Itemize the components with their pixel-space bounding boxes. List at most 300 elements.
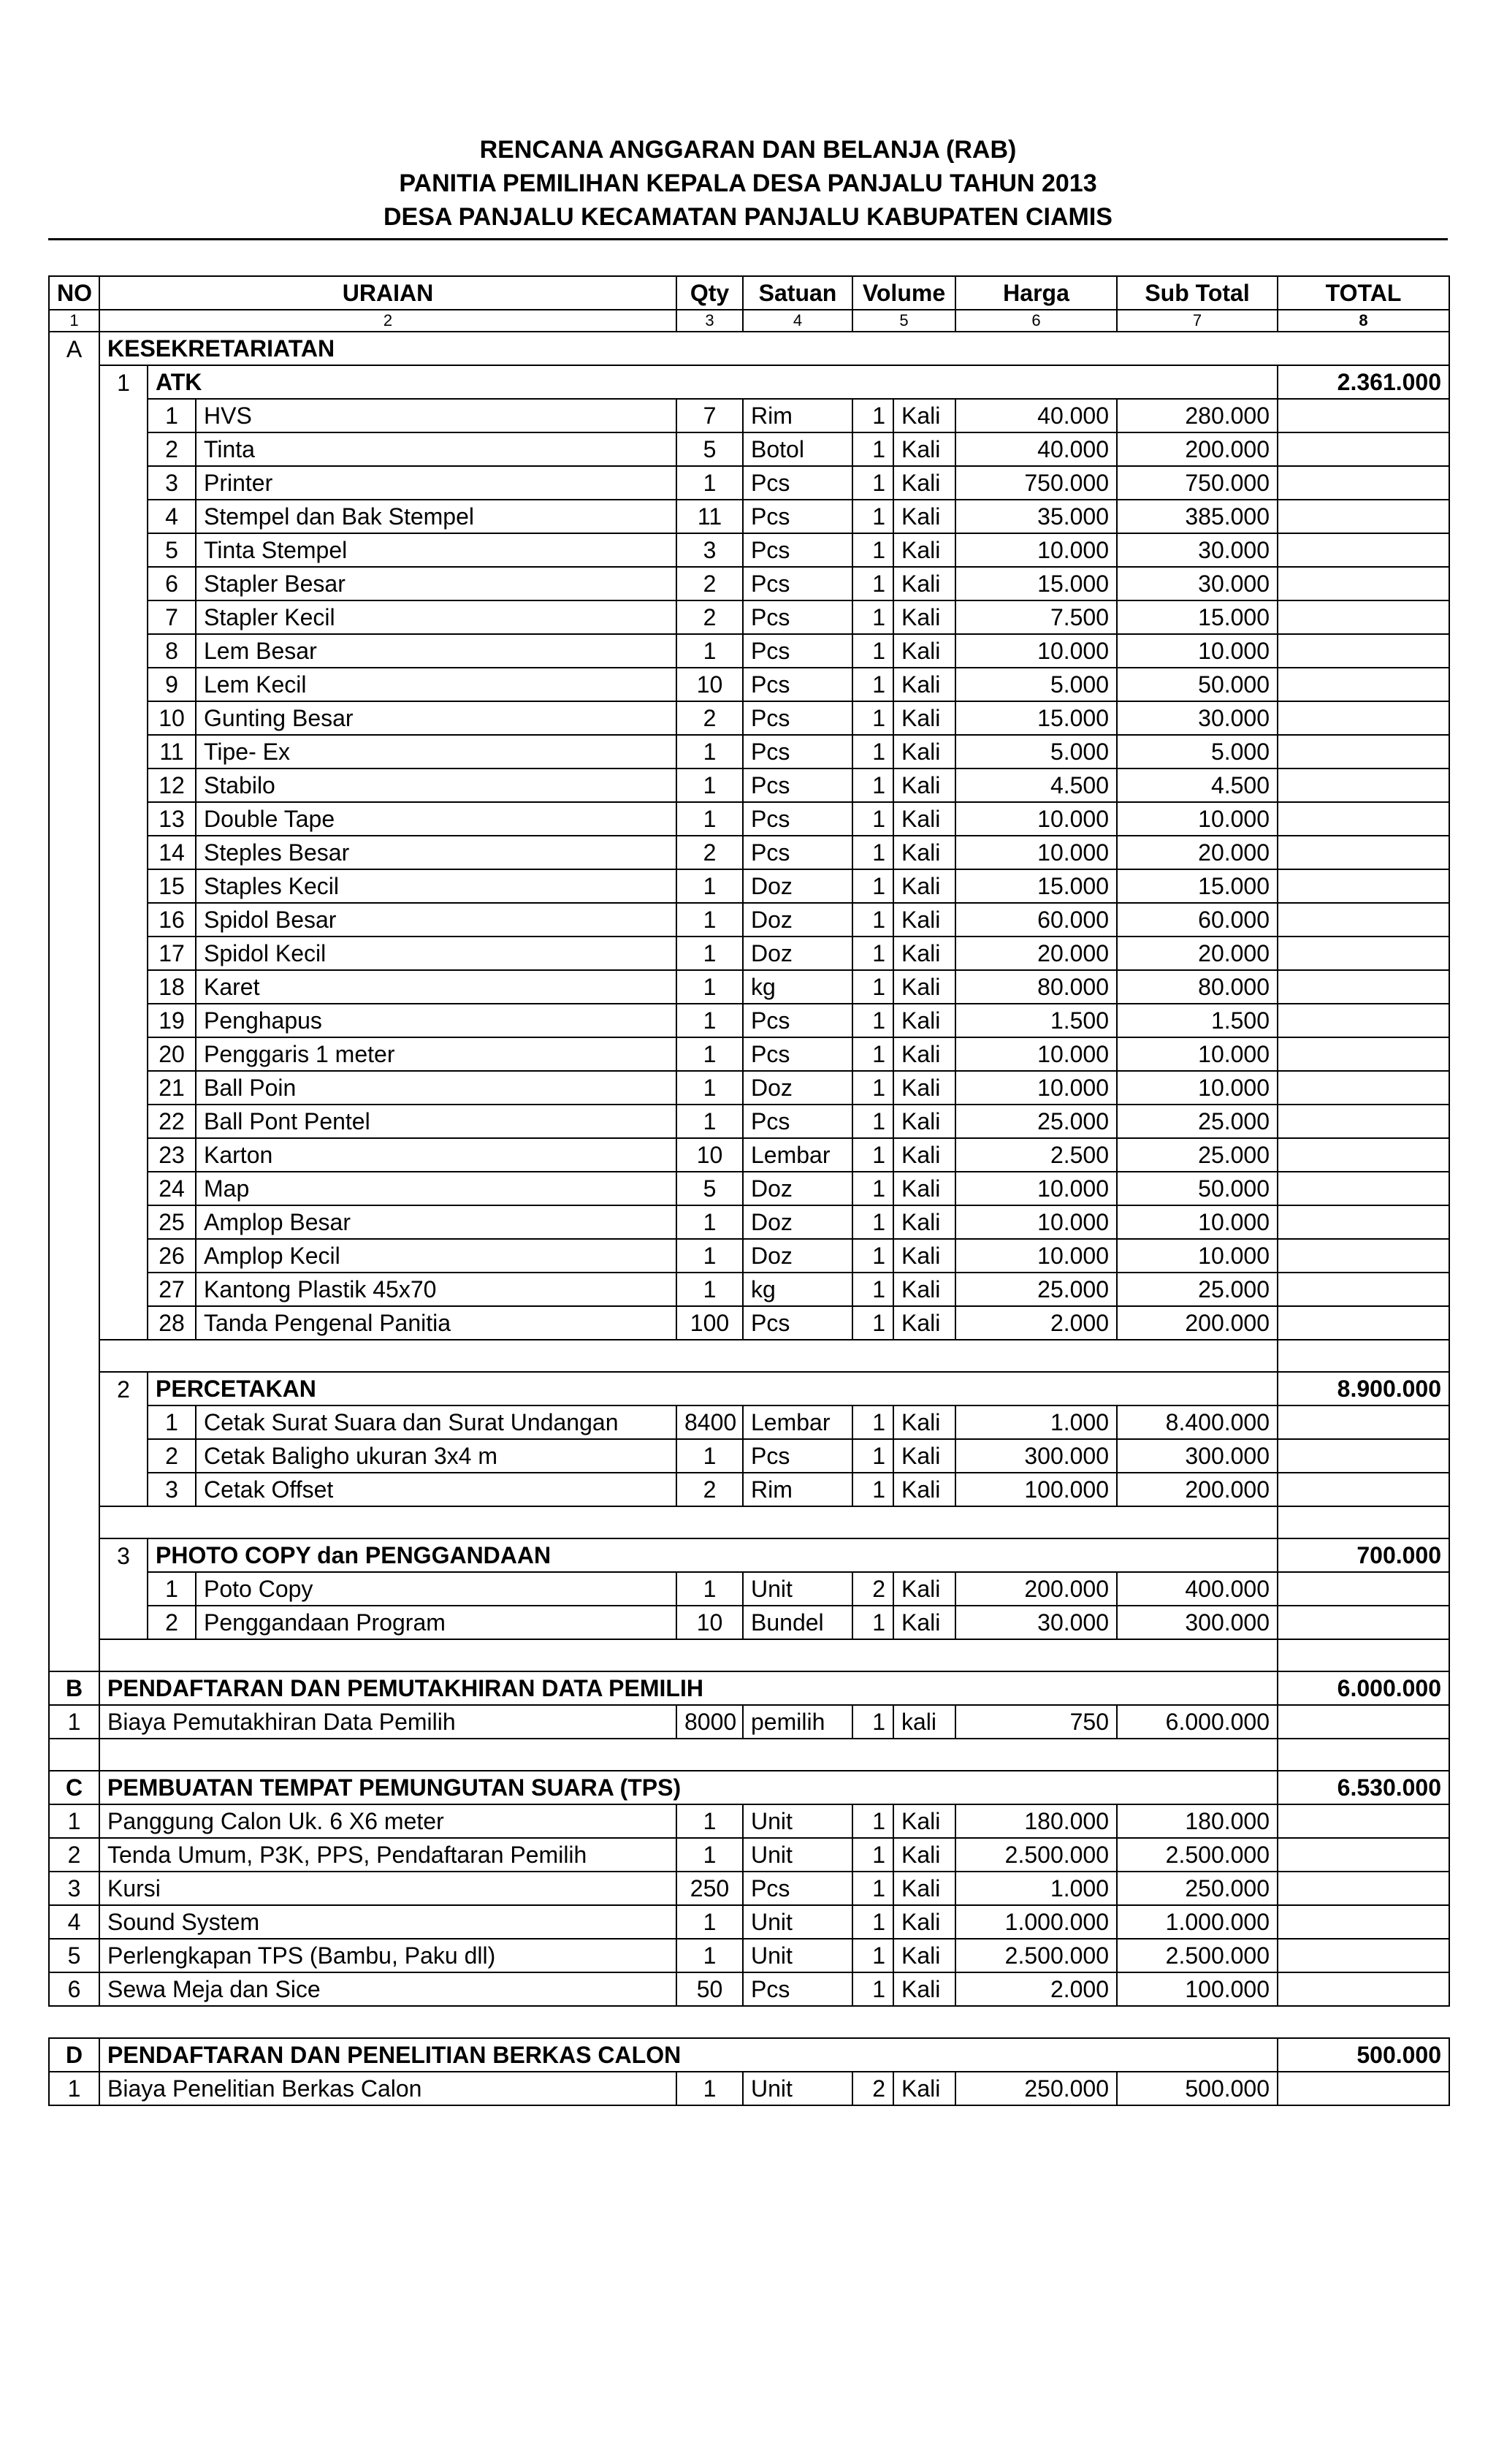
table-row — [49, 1037, 1449, 1071]
table-row — [49, 1105, 1449, 1138]
item-total — [1278, 1872, 1449, 1905]
item-subtotal: 10.000 — [1117, 1205, 1278, 1239]
item-unit: Rim — [743, 1473, 852, 1506]
item-volume: 1 — [852, 701, 893, 735]
item-number: 25 — [148, 1205, 196, 1239]
group-spacer — [99, 567, 148, 600]
item-price: 750.000 — [955, 466, 1117, 500]
item-price: 1.000.000 — [955, 1905, 1117, 1939]
item-total — [1278, 1273, 1449, 1306]
group-spacer — [99, 1071, 148, 1105]
item-qty: 1 — [676, 1939, 743, 1972]
item-volume-unit: Kali — [893, 1205, 955, 1239]
item-name: Perlengkapan TPS (Bambu, Paku dll) — [99, 1939, 676, 1972]
item-qty: 1 — [676, 735, 743, 768]
item-number: 19 — [148, 1004, 196, 1037]
section-code: C — [49, 1771, 99, 1804]
item-number: 15 — [148, 869, 196, 903]
table-row — [49, 1572, 1449, 1606]
item-price: 2.500.000 — [955, 1838, 1117, 1872]
item-subtotal: 200.000 — [1117, 1306, 1278, 1340]
item-subtotal: 60.000 — [1117, 903, 1278, 937]
item-subtotal: 10.000 — [1117, 634, 1278, 668]
item-qty: 1 — [676, 1004, 743, 1037]
section-spacer — [49, 1372, 99, 1405]
header-rule — [48, 238, 1448, 240]
section-spacer — [49, 567, 99, 600]
col-number: 8 — [1278, 310, 1449, 332]
item-total — [1278, 836, 1449, 869]
title-line-3: DESA PANJALU KECAMATAN PANJALU KABUPATEN CIAMIS — [383, 203, 1113, 231]
item-unit: Doz — [743, 903, 852, 937]
item-volume: 1 — [852, 1606, 893, 1639]
item-price: 30.000 — [955, 1606, 1117, 1639]
item-qty: 1 — [676, 768, 743, 802]
item-number: 3 — [49, 1872, 99, 1905]
col-header-subtotal: Sub Total — [1117, 276, 1278, 310]
col-number: 5 — [852, 310, 955, 332]
empty-cell — [1278, 1506, 1449, 1538]
section-spacer — [49, 1506, 99, 1538]
item-volume-unit: Kali — [893, 1239, 955, 1273]
col-header-uraian: URAIAN — [99, 276, 676, 310]
item-volume-unit: Kali — [893, 836, 955, 869]
empty-cell — [99, 1506, 1278, 1538]
section-spacer — [49, 500, 99, 533]
group-row — [49, 1372, 1449, 1405]
item-name: Sewa Meja dan Sice — [99, 1972, 676, 2006]
section-spacer — [49, 1037, 99, 1071]
item-number: 24 — [148, 1172, 196, 1205]
group-spacer — [99, 634, 148, 668]
item-name: Biaya Pemutakhiran Data Pemilih — [99, 1705, 676, 1739]
section-spacer — [49, 634, 99, 668]
item-unit: Unit — [743, 1939, 852, 1972]
item-qty: 1 — [676, 869, 743, 903]
item-qty: 1 — [676, 903, 743, 937]
item-unit: Unit — [743, 2072, 852, 2105]
item-unit: kg — [743, 970, 852, 1004]
item-volume: 1 — [852, 634, 893, 668]
item-price: 180.000 — [955, 1804, 1117, 1838]
item-qty: 1 — [676, 1239, 743, 1273]
item-name: Biaya Penelitian Berkas Calon — [99, 2072, 676, 2105]
item-number: 4 — [49, 1905, 99, 1939]
item-subtotal: 25.000 — [1117, 1105, 1278, 1138]
item-qty: 10 — [676, 1138, 743, 1172]
item-volume-unit: Kali — [893, 1838, 955, 1872]
table-row — [49, 1405, 1449, 1439]
item-name: Kantong Plastik 45x70 — [196, 1273, 676, 1306]
group-total: 2.361.000 — [1278, 365, 1449, 399]
item-qty: 2 — [676, 1473, 743, 1506]
section-spacer — [49, 466, 99, 500]
group-spacer — [99, 432, 148, 466]
item-unit: Pcs — [743, 634, 852, 668]
group-spacer — [99, 1306, 148, 1340]
item-volume: 2 — [852, 1572, 893, 1606]
item-subtotal: 180.000 — [1117, 1804, 1278, 1838]
section-spacer — [49, 1205, 99, 1239]
section-spacer — [49, 1172, 99, 1205]
section-row — [49, 1671, 1449, 1705]
item-total — [1278, 1004, 1449, 1037]
item-name: Tipe- Ex — [196, 735, 676, 768]
group-spacer — [99, 399, 148, 432]
item-qty: 2 — [676, 600, 743, 634]
item-volume: 1 — [852, 1439, 893, 1473]
item-name: Double Tape — [196, 802, 676, 836]
table-row — [49, 399, 1449, 432]
item-total — [1278, 1905, 1449, 1939]
group-spacer — [99, 1037, 148, 1071]
item-qty: 1 — [676, 1071, 743, 1105]
item-subtotal: 15.000 — [1117, 869, 1278, 903]
item-volume: 1 — [852, 1138, 893, 1172]
item-number: 8 — [148, 634, 196, 668]
item-qty: 8000 — [676, 1705, 743, 1739]
item-name: Stabilo — [196, 768, 676, 802]
item-volume-unit: Kali — [893, 567, 955, 600]
item-qty: 1 — [676, 634, 743, 668]
item-name: Tanda Pengenal Panitia — [196, 1306, 676, 1340]
table-row — [49, 1473, 1449, 1506]
item-name: Stapler Kecil — [196, 600, 676, 634]
section-spacer — [49, 701, 99, 735]
item-total — [1278, 1172, 1449, 1205]
item-volume: 1 — [852, 1838, 893, 1872]
item-name: Tenda Umum, P3K, PPS, Pendaftaran Pemilih — [99, 1838, 676, 1872]
item-name: Karton — [196, 1138, 676, 1172]
item-volume-unit: Kali — [893, 701, 955, 735]
item-price: 80.000 — [955, 970, 1117, 1004]
item-volume: 1 — [852, 1306, 893, 1340]
section-spacer — [49, 668, 99, 701]
item-name: Cetak Offset — [196, 1473, 676, 1506]
item-name: Lem Besar — [196, 634, 676, 668]
section-spacer — [49, 600, 99, 634]
section-spacer — [49, 365, 99, 399]
item-name: Amplop Kecil — [196, 1239, 676, 1273]
item-unit: Unit — [743, 1804, 852, 1838]
group-spacer — [99, 970, 148, 1004]
item-number: 10 — [148, 701, 196, 735]
table-row — [49, 735, 1449, 768]
item-total — [1278, 634, 1449, 668]
group-spacer — [99, 1138, 148, 1172]
item-unit: Pcs — [743, 466, 852, 500]
item-subtotal: 10.000 — [1117, 1037, 1278, 1071]
item-volume-unit: Kali — [893, 1439, 955, 1473]
group-spacer — [99, 1172, 148, 1205]
item-number: 1 — [148, 1572, 196, 1606]
item-subtotal: 300.000 — [1117, 1606, 1278, 1639]
item-qty: 10 — [676, 668, 743, 701]
item-name: Karet — [196, 970, 676, 1004]
item-volume: 1 — [852, 1872, 893, 1905]
item-total — [1278, 735, 1449, 768]
item-volume-unit: Kali — [893, 1172, 955, 1205]
item-qty: 1 — [676, 802, 743, 836]
group-spacer — [99, 1572, 148, 1606]
item-name: Tinta Stempel — [196, 533, 676, 567]
item-unit: Botol — [743, 432, 852, 466]
item-unit: Doz — [743, 1205, 852, 1239]
col-number: 7 — [1117, 310, 1278, 332]
item-volume: 1 — [852, 1239, 893, 1273]
item-volume-unit: Kali — [893, 1004, 955, 1037]
spacer-row — [49, 1739, 1449, 1771]
section-spacer — [49, 970, 99, 1004]
item-name: Stempel dan Bak Stempel — [196, 500, 676, 533]
item-unit: Pcs — [743, 768, 852, 802]
item-qty: 1 — [676, 1105, 743, 1138]
item-number: 23 — [148, 1138, 196, 1172]
item-name: Stapler Besar — [196, 567, 676, 600]
table-row — [49, 1071, 1449, 1105]
item-number: 18 — [148, 970, 196, 1004]
item-subtotal: 15.000 — [1117, 600, 1278, 634]
item-name: Penggandaan Program — [196, 1606, 676, 1639]
item-number: 3 — [148, 466, 196, 500]
gap-row — [49, 2006, 1449, 2038]
item-subtotal: 750.000 — [1117, 466, 1278, 500]
item-qty: 100 — [676, 1306, 743, 1340]
item-volume: 1 — [852, 1205, 893, 1239]
item-price: 1.000 — [955, 1872, 1117, 1905]
item-total — [1278, 1606, 1449, 1639]
item-name: Steples Besar — [196, 836, 676, 869]
item-total — [1278, 668, 1449, 701]
item-price: 5.000 — [955, 735, 1117, 768]
table-row — [49, 836, 1449, 869]
item-volume-unit: Kali — [893, 1306, 955, 1340]
table-row — [49, 937, 1449, 970]
item-subtotal: 1.500 — [1117, 1004, 1278, 1037]
item-volume-unit: Kali — [893, 768, 955, 802]
item-volume: 1 — [852, 1273, 893, 1306]
item-price: 35.000 — [955, 500, 1117, 533]
section-row — [49, 1771, 1449, 1804]
item-name: Amplop Besar — [196, 1205, 676, 1239]
item-volume-unit: Kali — [893, 668, 955, 701]
item-unit: Pcs — [743, 1105, 852, 1138]
item-volume: 1 — [852, 869, 893, 903]
section-spacer — [49, 1306, 99, 1340]
table-row — [49, 500, 1449, 533]
item-price: 40.000 — [955, 432, 1117, 466]
group-spacer — [99, 1405, 148, 1439]
item-subtotal: 2.500.000 — [1117, 1838, 1278, 1872]
empty-cell — [99, 1639, 1278, 1671]
item-volume: 1 — [852, 1172, 893, 1205]
item-unit: Pcs — [743, 600, 852, 634]
item-subtotal: 30.000 — [1117, 567, 1278, 600]
item-subtotal: 200.000 — [1117, 1473, 1278, 1506]
item-number: 22 — [148, 1105, 196, 1138]
section-total: 6.530.000 — [1278, 1771, 1449, 1804]
item-unit: Lembar — [743, 1138, 852, 1172]
item-unit: Doz — [743, 869, 852, 903]
item-subtotal: 500.000 — [1117, 2072, 1278, 2105]
item-unit: Unit — [743, 1572, 852, 1606]
item-price: 2.500.000 — [955, 1939, 1117, 1972]
item-price: 10.000 — [955, 1239, 1117, 1273]
item-volume-unit: Kali — [893, 600, 955, 634]
table-row — [49, 1172, 1449, 1205]
item-number: 1 — [148, 1405, 196, 1439]
col-number: 1 — [49, 310, 99, 332]
table-row — [49, 1004, 1449, 1037]
col-number: 6 — [955, 310, 1117, 332]
item-price: 15.000 — [955, 567, 1117, 600]
item-volume-unit: Kali — [893, 533, 955, 567]
table-row — [49, 2072, 1449, 2105]
item-name: Tinta — [196, 432, 676, 466]
item-number: 26 — [148, 1239, 196, 1273]
item-volume: 1 — [852, 399, 893, 432]
group-spacer — [99, 1004, 148, 1037]
group-number: 1 — [99, 365, 148, 399]
item-subtotal: 30.000 — [1117, 701, 1278, 735]
section-title: PENDAFTARAN DAN PEMUTAKHIRAN DATA PEMILIH — [99, 1671, 1278, 1705]
table-body — [49, 332, 1449, 2105]
item-total — [1278, 802, 1449, 836]
item-volume-unit: Kali — [893, 1606, 955, 1639]
section-spacer — [49, 836, 99, 869]
item-subtotal: 50.000 — [1117, 668, 1278, 701]
item-name: Penggaris 1 meter — [196, 1037, 676, 1071]
item-price: 2.500 — [955, 1138, 1117, 1172]
section-spacer — [49, 735, 99, 768]
group-spacer — [99, 802, 148, 836]
item-qty: 1 — [676, 1439, 743, 1473]
item-volume-unit: Kali — [893, 970, 955, 1004]
group-spacer — [99, 937, 148, 970]
item-qty: 7 — [676, 399, 743, 432]
item-unit: Unit — [743, 1838, 852, 1872]
item-volume-unit: Kali — [893, 1872, 955, 1905]
table-row — [49, 768, 1449, 802]
item-total — [1278, 1037, 1449, 1071]
group-spacer — [99, 668, 148, 701]
table-row — [49, 1606, 1449, 1639]
item-name: Lem Kecil — [196, 668, 676, 701]
item-volume: 1 — [852, 1939, 893, 1972]
section-title: PENDAFTARAN DAN PENELITIAN BERKAS CALON — [99, 2038, 1278, 2072]
col-header-total: TOTAL — [1278, 276, 1449, 310]
section-spacer — [49, 1340, 99, 1372]
item-qty: 250 — [676, 1872, 743, 1905]
item-total — [1278, 768, 1449, 802]
empty-cell — [49, 1739, 99, 1771]
item-total — [1278, 567, 1449, 600]
empty-cell — [99, 1340, 1278, 1372]
item-price: 2.000 — [955, 1972, 1117, 2006]
item-volume-unit: Kali — [893, 869, 955, 903]
table-row — [49, 1205, 1449, 1239]
item-name: Cetak Surat Suara dan Surat Undangan — [196, 1405, 676, 1439]
item-number: 9 — [148, 668, 196, 701]
item-unit: Pcs — [743, 668, 852, 701]
item-number: 13 — [148, 802, 196, 836]
item-volume-unit: Kali — [893, 2072, 955, 2105]
item-subtotal: 80.000 — [1117, 970, 1278, 1004]
item-volume: 1 — [852, 1105, 893, 1138]
section-total: 6.000.000 — [1278, 1671, 1449, 1705]
group-spacer — [99, 1606, 148, 1639]
item-qty: 5 — [676, 432, 743, 466]
item-name: Panggung Calon Uk. 6 X6 meter — [99, 1804, 676, 1838]
item-price: 10.000 — [955, 1037, 1117, 1071]
section-spacer — [49, 1572, 99, 1606]
item-subtotal: 2.500.000 — [1117, 1939, 1278, 1972]
item-number: 2 — [148, 432, 196, 466]
item-total — [1278, 533, 1449, 567]
table-row — [49, 802, 1449, 836]
group-spacer — [99, 869, 148, 903]
item-total — [1278, 1205, 1449, 1239]
item-qty: 1 — [676, 970, 743, 1004]
section-spacer — [49, 1439, 99, 1473]
item-qty: 1 — [676, 2072, 743, 2105]
item-volume: 1 — [852, 668, 893, 701]
item-volume-unit: kali — [893, 1705, 955, 1739]
item-subtotal: 10.000 — [1117, 1071, 1278, 1105]
table-row — [49, 903, 1449, 937]
item-total — [1278, 903, 1449, 937]
group-spacer — [99, 466, 148, 500]
item-volume: 1 — [852, 500, 893, 533]
group-spacer — [99, 735, 148, 768]
item-qty: 8400 — [676, 1405, 743, 1439]
item-total — [1278, 937, 1449, 970]
item-subtotal: 100.000 — [1117, 1972, 1278, 2006]
item-total — [1278, 466, 1449, 500]
item-total — [1278, 432, 1449, 466]
section-code: A — [49, 332, 99, 365]
item-name: Printer — [196, 466, 676, 500]
col-header-qty: Qty — [676, 276, 743, 310]
item-total — [1278, 1071, 1449, 1105]
item-subtotal: 10.000 — [1117, 1239, 1278, 1273]
item-number: 17 — [148, 937, 196, 970]
item-price: 7.500 — [955, 600, 1117, 634]
item-total — [1278, 1306, 1449, 1340]
item-subtotal: 5.000 — [1117, 735, 1278, 768]
item-volume: 1 — [852, 970, 893, 1004]
item-price: 300.000 — [955, 1439, 1117, 1473]
item-unit: Pcs — [743, 1306, 852, 1340]
item-number: 6 — [148, 567, 196, 600]
item-volume: 1 — [852, 836, 893, 869]
item-subtotal: 4.500 — [1117, 768, 1278, 802]
item-number: 14 — [148, 836, 196, 869]
item-qty: 1 — [676, 1037, 743, 1071]
table-row — [49, 1138, 1449, 1172]
item-price: 200.000 — [955, 1572, 1117, 1606]
item-subtotal: 50.000 — [1117, 1172, 1278, 1205]
item-number: 2 — [148, 1606, 196, 1639]
item-subtotal: 8.400.000 — [1117, 1405, 1278, 1439]
table-row — [49, 1838, 1449, 1872]
item-price: 10.000 — [955, 1172, 1117, 1205]
item-volume-unit: Kali — [893, 466, 955, 500]
table-header — [49, 276, 1449, 332]
item-subtotal: 250.000 — [1117, 1872, 1278, 1905]
item-number: 1 — [49, 1804, 99, 1838]
item-qty: 1 — [676, 1572, 743, 1606]
